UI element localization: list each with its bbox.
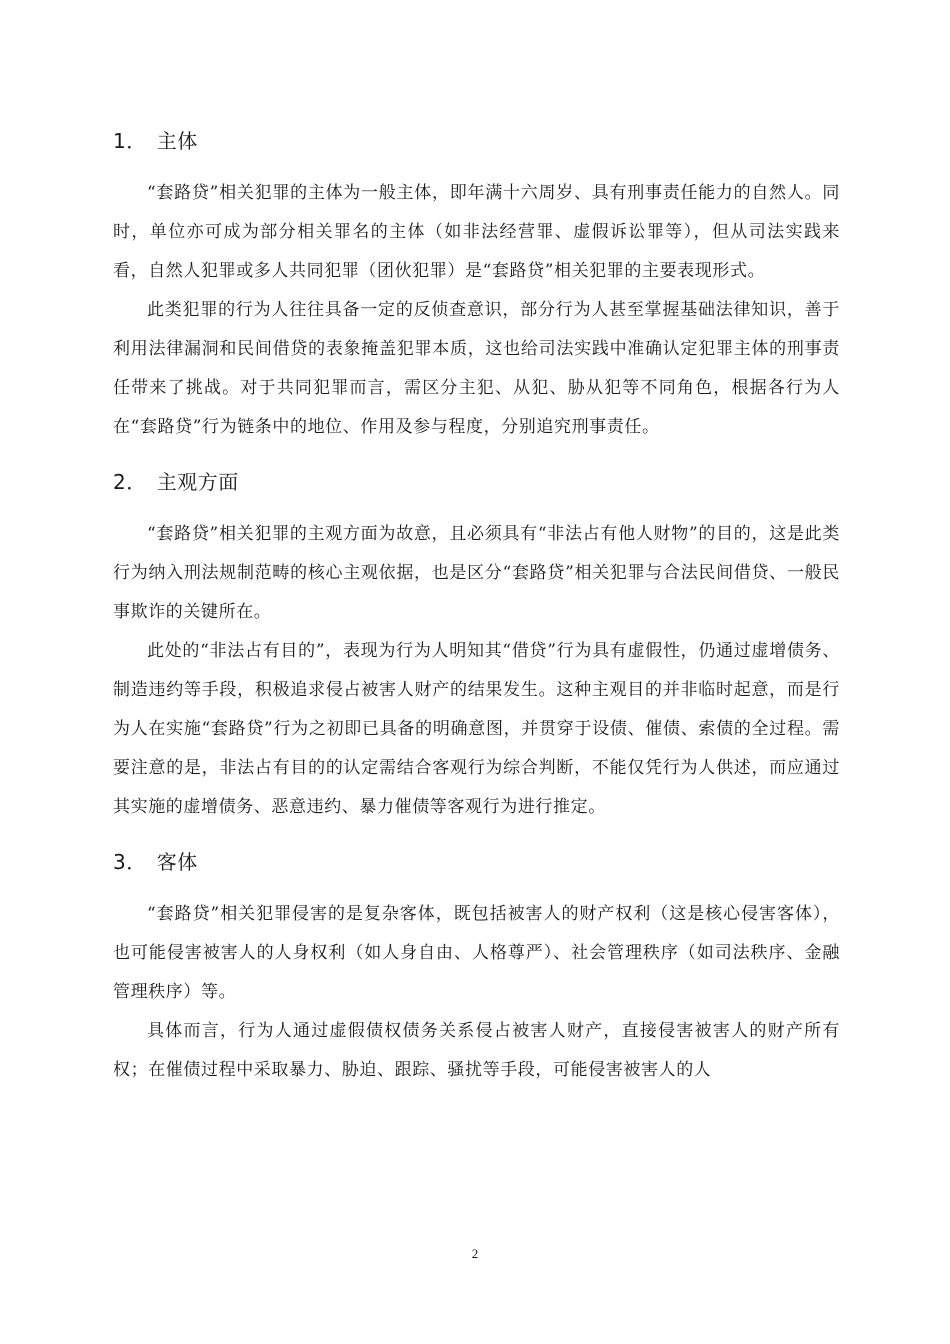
section-number: 3． xyxy=(113,850,147,874)
section-subject xyxy=(113,126,840,447)
document-page xyxy=(113,120,840,1110)
section-title: 客体 xyxy=(156,850,198,874)
paragraph: “套路贷”相关犯罪侵害的是复杂客体，既包括被害人的财产权利（这是核心侵害客体），也可能侵害被害人的人身权利（如人身自由、人格尊严）、社会管理秩序（如司法秩序、金融管理秩序）等。 xyxy=(113,904,840,1002)
section-number: 1． xyxy=(113,129,147,153)
section-title: 主观方面 xyxy=(156,470,239,494)
paragraph: 具体而言，行为人通过虚假债权债务关系侵占被害人财产，直接侵害被害人的财产所有权；在催债过程中采取暴力、胁迫、跟踪、骚扰等手段，可能侵害被害人的人 xyxy=(113,1021,840,1080)
section-title: 主体 xyxy=(156,129,198,153)
paragraph: 此类犯罪的行为人往往具备一定的反侦查意识，部分行为人甚至掌握基础法律知识，善于利用法律漏洞和民间借贷的表象掩盖犯罪本质，这也给司法实践中准确认定犯罪主体的刑事责任带来了挑战。对于共同犯罪而言，需区分主犯、从犯、胁从犯等不同角色，根据各行为人在“套路贷”行为链条中的地位、作用及参与程度，分别追究刑事责任。 xyxy=(113,300,840,437)
paragraph: “套路贷”相关犯罪的主体为一般主体，即年满十六周岁、具有刑事责任能力的自然人。同时，单位亦可成为部分相关罪名的主体（如非法经营罪、虚假诉讼罪等），但从司法实践来看，自然人犯罪或多人共同犯罪（团伙犯罪）是“套路贷”相关犯罪的主要表现形式。 xyxy=(113,183,840,281)
section-subjective-aspect xyxy=(113,467,840,827)
section-heading xyxy=(113,847,840,877)
page-number: 2 xyxy=(471,1246,479,1261)
section-object xyxy=(113,847,840,1090)
paragraph: “套路贷”相关犯罪的主观方面为故意，且必须具有“非法占有他人财物”的目的，这是此类行为纳入刑法规制范畴的核心主观依据，也是区分“套路贷”相关犯罪与合法民间借贷、一般民事欺诈的关键所在。 xyxy=(113,524,840,622)
paragraph: 此处的“非法占有目的”，表现为行为人明知其“借贷”行为具有虚假性，仍通过虚增债务、制造违约等手段，积极追求侵占被害人财产的结果发生。这种主观目的并非临时起意，而是行为人在实施“套路贷”行为之初即已具备的明确意图，并贯穿于设债、催债、索债的全过程。需要注意的是，非法占有目的的认定需结合客观行为综合判断，不能仅凭行为人供述，而应通过其实施的虚增债务、恶意违约、暴力催债等客观行为进行推定。 xyxy=(113,641,840,817)
section-heading xyxy=(113,126,840,156)
section-number: 2． xyxy=(113,470,147,494)
section-heading xyxy=(113,467,840,497)
